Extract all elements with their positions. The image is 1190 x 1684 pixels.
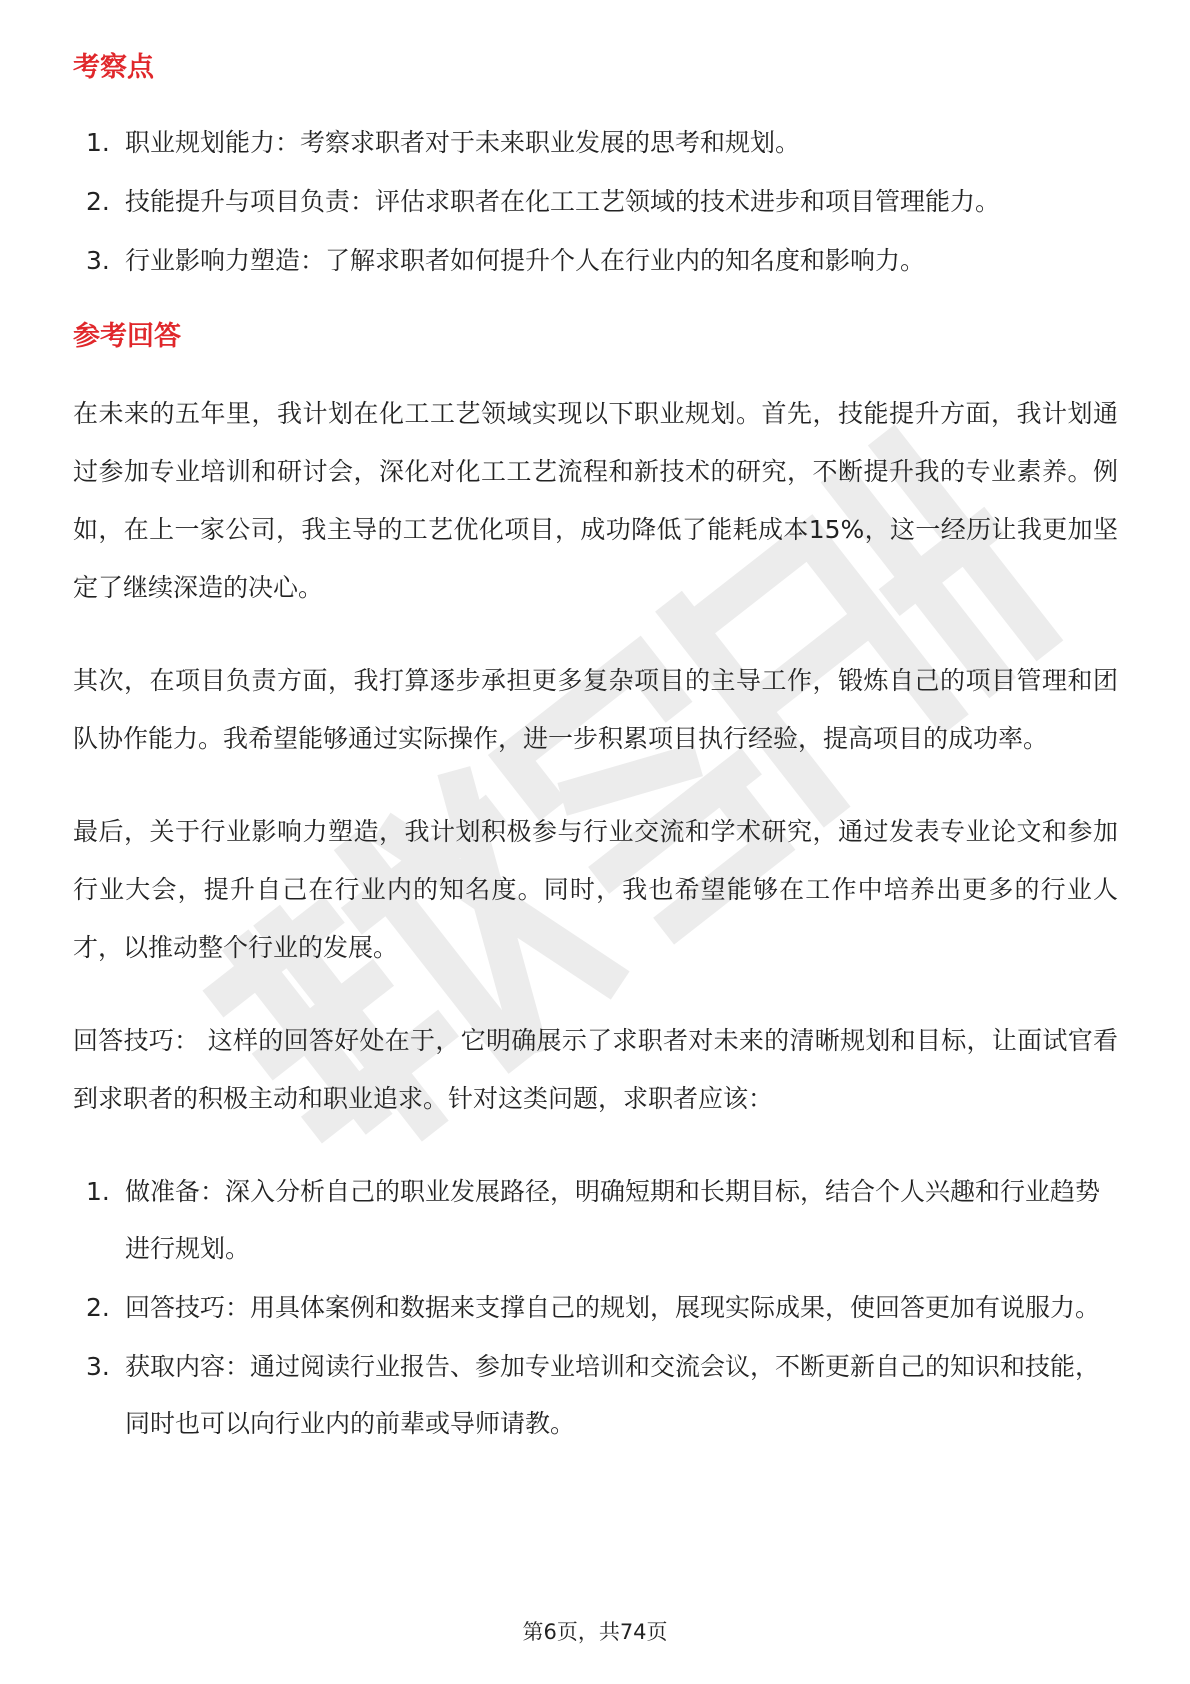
answer-paragraph: 其次，在项目负责方面，我打算逐步承担更多复杂项目的主导工作，锻炼自己的项目管理和团队协作能力。我希望能够通过实际操作，进一步积累项目执行经验，提高项目的成功率。 (73, 666, 1118, 753)
list-item (73, 1338, 1118, 1452)
list-item-text: 技能提升与项目负责：评估求职者在化工工艺领域的技术进步和项目管理能力。 (125, 187, 1001, 216)
list-item-number: 1. (86, 1177, 110, 1206)
list-item-number: 2. (86, 187, 110, 216)
list-item-number: 3. (86, 1352, 110, 1381)
list-item (73, 232, 1118, 289)
list-item-number: 2. (86, 1293, 110, 1322)
list-item-text: 行业影响力塑造：了解求职者如何提升个人在行业内的知名度和影响力。 (125, 246, 926, 275)
list-item-text: 回答技巧：用具体案例和数据来支撑自己的规划，展现实际成果，使回答更加有说服力。 (125, 1293, 1101, 1322)
answer-paragraph: 在未来的五年里，我计划在化工工艺领域实现以下职业规划。首先，技能提升方面，我计划通过参加专业培训和研讨会，深化对化工工艺流程和新技术的研究，不断提升我的专业素养。例如，在上一家公司，我主导的工艺优化项目，成功降低了能耗成本15%，这一经历让我更加坚定了继续深造的决心。 (73, 399, 1118, 602)
reference-answer-heading: 参考回答 (73, 321, 181, 352)
answer-tips-paragraph: 回答技巧： 这样的回答好处在于，它明确展示了求职者对未来的清晰规划和目标，让面试官看到求职者的积极主动和职业追求。针对这类问题，求职者应该： (73, 1026, 1118, 1113)
list-item (73, 1163, 1118, 1277)
exam-points-list (73, 114, 1118, 289)
list-item (73, 114, 1118, 171)
list-item-text: 获取内容：通过阅读行业报告、参加专业培训和交流会议，不断更新自己的知识和技能，同时也可以向行业内的前辈或导师请教。 (125, 1352, 1101, 1438)
list-item-number: 1. (86, 128, 110, 157)
list-item (73, 1279, 1118, 1336)
page-number: 第6页，共74页 (522, 1620, 668, 1644)
list-item-text: 做准备：深入分析自己的职业发展路径，明确短期和长期目标，结合个人兴趣和行业趋势进行规划。 (125, 1177, 1101, 1263)
exam-points-heading: 考察点 (73, 52, 154, 83)
main-content (73, 48, 1118, 1454)
list-item-number: 3. (86, 246, 110, 275)
list-item-text: 职业规划能力：考察求职者对于未来职业发展的思考和规划。 (125, 128, 801, 157)
tips-list (73, 1163, 1118, 1452)
answer-paragraph: 最后，关于行业影响力塑造，我计划积极参与行业交流和学术研究，通过发表专业论文和参加行业大会，提升自己在行业内的知名度。同时，我也希望能够在工作中培养出更多的行业人才，以推动整个行业的发展。 (73, 817, 1118, 962)
list-item (73, 173, 1118, 230)
